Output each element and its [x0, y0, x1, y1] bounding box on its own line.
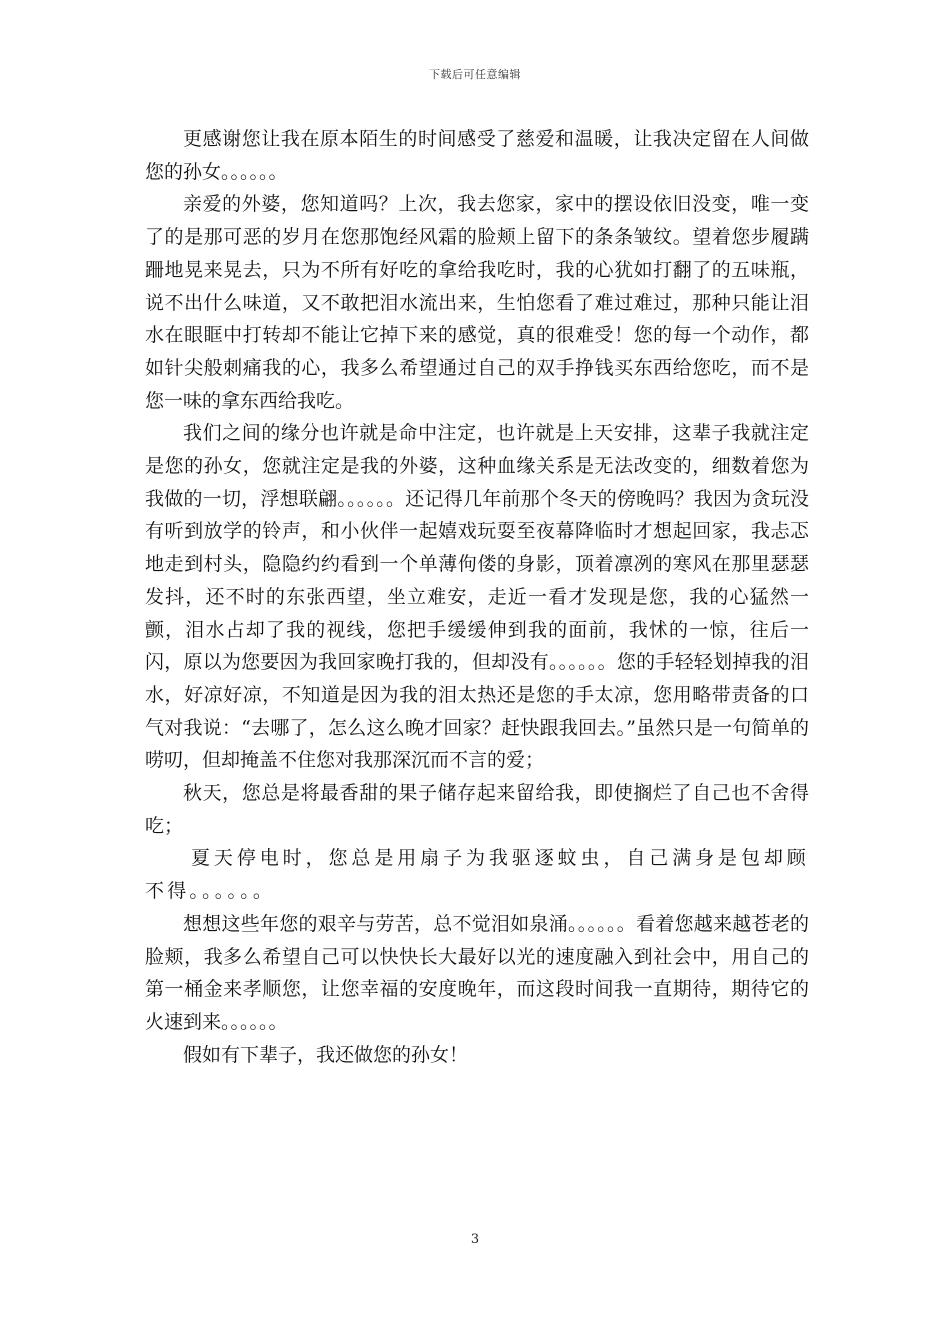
paragraph-1: 更感谢您让我在原本陌生的时间感受了慈爱和温暖，让我决定留在人间做您的孙女。。。。。。 — [145, 128, 809, 183]
page-number: 3 — [470, 1232, 480, 1247]
paragraph-7: 假如有下辈子，我还做您的孙女！ — [183, 1043, 469, 1066]
paragraph-2: 亲爱的外婆，您知道吗？上次，我去您家，家中的摆设依旧没变，唯一变了的是那可恶的岁月在您那饱经风霜的脸颊上留下的条条皱纹。望着您步履蹒跚地晃来晃去，只为不所有好吃的拿给我吃时，我的心犹如打翻了的五味瓶，说不出什么味道，又不敢把泪水流出来，生怕您看了难过难过，那种只能让泪水在眼眶中打转却不能让它掉下来的感觉，真的很难受！您的每一个动作，都如针尖般刺痛我的心，我多么希望通过自己的双手挣钱买东西给您吃，而不是您一味的拿东西给我吃。 — [145, 193, 809, 412]
document-body — [145, 123, 809, 1071]
page-header: 下载后可任意编辑 — [429, 68, 521, 81]
paragraph-5: 夏天停电时，您总是用扇子为我驱逐蚊虫，自己满身是包却顾不得。。。。。。 — [145, 847, 809, 903]
paragraph-4: 秋天，您总是将最香甜的果子储存起来留给我，即使搁烂了自己也不舍得吃； — [145, 782, 809, 837]
paragraph-3: 我们之间的缘分也许就是命中注定，也许就是上天安排，这辈子我就注定是您的孙女，您就注定是我的外婆，这种血缘关系是无法改变的，细数着您为我做的一切，浮想联翩。。。。。。还记得几年前那个冬天的傍晚吗？我因为贪玩没有听到放学的铃声，和小伙伴一起嬉戏玩耍至夜幕降临时才想起回家，我忐忑地走到村头，隐隐约约看到一个单薄佝偻的身影，顶着凛冽的寒风在那里瑟瑟发抖，还不时的东张西望，坐立难安，走近一看才发现是您，我的心猛然一颤，泪水占却了我的视线，您把手缓缓伸到我的面前，我怵的一惊，往后一闪，原以为您要因为我回家晚打我的，但却没有。。。。。。您的手轻轻划掉我的泪水，好凉好凉，不知道是因为我的泪太热还是您的手太凉，您用略带责备的口气对我说：“去哪了，怎么这么晚才回家？赶快跟我回去。”虽然只是一句简单的唠叨，但却掩盖不住您对我那深沉而不言的爱； — [145, 422, 809, 772]
paragraph-6: 想想这些年您的艰辛与劳苦，总不觉泪如泉涌。。。。。。看着您越来越苍老的脸颊，我多么希望自己可以快快长大最好以光的速度融入到社会中，用自己的第一桶金来孝顺您，让您幸福的安度晚年，而这段时间我一直期待，期待它的火速到来。。。。。。 — [145, 912, 809, 1033]
